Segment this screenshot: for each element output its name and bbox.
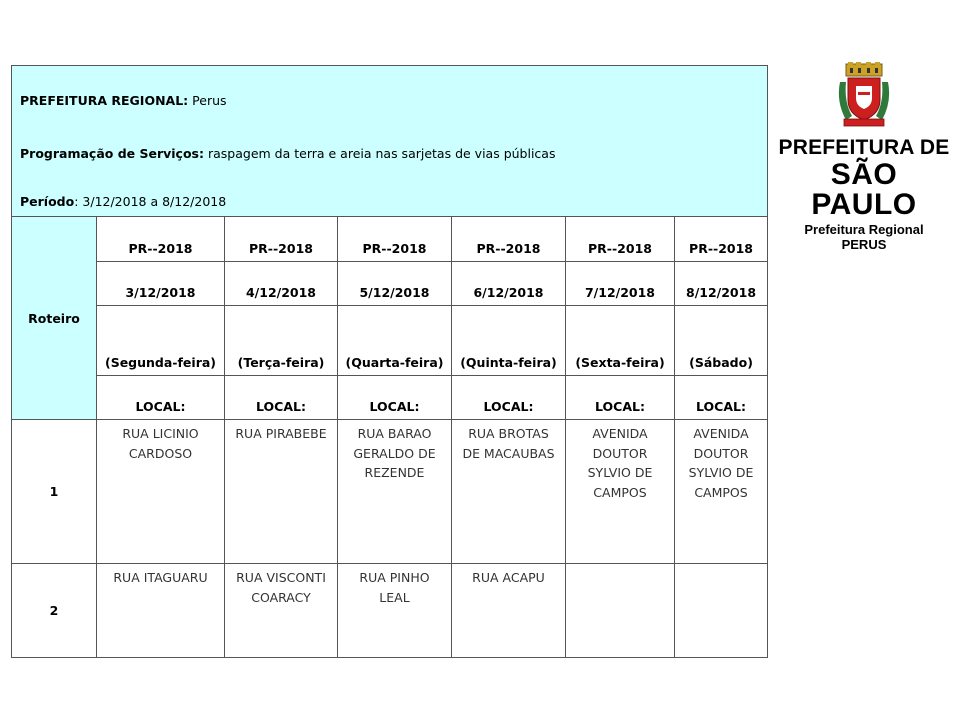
street-cell: RUA LICINIO CARDOSO bbox=[97, 420, 225, 564]
street-cell bbox=[566, 564, 675, 658]
col-local: LOCAL: bbox=[675, 376, 768, 420]
prefeitura-logo bbox=[775, 62, 953, 252]
col-code: PR--2018 bbox=[225, 217, 338, 262]
col-weekday: (Sábado) bbox=[675, 306, 768, 376]
street-cell: RUA BROTAS DE MACAUBAS bbox=[452, 420, 566, 564]
col-date: 4/12/2018 bbox=[225, 262, 338, 306]
col-weekday: (Sexta-feira) bbox=[566, 306, 675, 376]
col-date: 8/12/2018 bbox=[675, 262, 768, 306]
period-label: Período bbox=[20, 194, 75, 209]
table-row bbox=[12, 564, 768, 658]
logo-line-4: PERUS bbox=[841, 237, 887, 252]
route-number: 1 bbox=[12, 420, 97, 564]
col-code: PR--2018 bbox=[97, 217, 225, 262]
regional-value: Perus bbox=[188, 93, 227, 108]
col-weekday: (Quinta-feira) bbox=[452, 306, 566, 376]
street-cell: RUA VISCONTI COARACY bbox=[225, 564, 338, 658]
col-code: PR--2018 bbox=[338, 217, 452, 262]
col-weekday: (Terça-feira) bbox=[225, 306, 338, 376]
coat-of-arms-icon bbox=[836, 62, 892, 128]
col-local: LOCAL: bbox=[452, 376, 566, 420]
roteiro-header: Roteiro bbox=[12, 217, 97, 420]
col-code: PR--2018 bbox=[566, 217, 675, 262]
logo-line-3: Prefeitura Regional bbox=[804, 222, 924, 237]
logo-line-2: SÃO PAULO bbox=[811, 158, 917, 221]
route-number: 2 bbox=[12, 564, 97, 658]
street-cell bbox=[675, 564, 768, 658]
col-date: 3/12/2018 bbox=[97, 262, 225, 306]
col-date: 5/12/2018 bbox=[338, 262, 452, 306]
street-cell: RUA ACAPU bbox=[452, 564, 566, 658]
col-code: PR--2018 bbox=[452, 217, 566, 262]
street-cell: RUA PIRABEBE bbox=[225, 420, 338, 564]
schedule-table bbox=[11, 65, 768, 658]
col-date: 7/12/2018 bbox=[566, 262, 675, 306]
street-cell: AVENIDA DOUTOR SYLVIO DE CAMPOS bbox=[675, 420, 768, 564]
program-label: Programação de Serviços: bbox=[20, 146, 204, 161]
regional-label: PREFEITURA REGIONAL: bbox=[20, 93, 189, 108]
period-value: : 3/12/2018 a 8/12/2018 bbox=[74, 194, 227, 209]
street-cell: RUA BARAO GERALDO DE REZENDE bbox=[338, 420, 452, 564]
col-code: PR--2018 bbox=[675, 217, 768, 262]
col-local: LOCAL: bbox=[97, 376, 225, 420]
col-weekday: (Quarta-feira) bbox=[338, 306, 452, 376]
program-value: raspagem da terra e areia nas sarjetas de vias públicas bbox=[204, 146, 556, 161]
table-row bbox=[12, 420, 768, 564]
street-cell: AVENIDA DOUTOR SYLVIO DE CAMPOS bbox=[566, 420, 675, 564]
street-cell: RUA ITAGUARU bbox=[97, 564, 225, 658]
col-weekday: (Segunda-feira) bbox=[97, 306, 225, 376]
col-local: LOCAL: bbox=[338, 376, 452, 420]
program-line bbox=[20, 146, 555, 161]
col-date: 6/12/2018 bbox=[452, 262, 566, 306]
col-local: LOCAL: bbox=[566, 376, 675, 420]
col-local: LOCAL: bbox=[225, 376, 338, 420]
street-cell: RUA PINHO LEAL bbox=[338, 564, 452, 658]
period-line bbox=[20, 194, 226, 209]
header-info bbox=[12, 66, 768, 217]
regional-line bbox=[20, 93, 227, 108]
logo-line-1: PREFEITURA DE bbox=[778, 136, 950, 159]
